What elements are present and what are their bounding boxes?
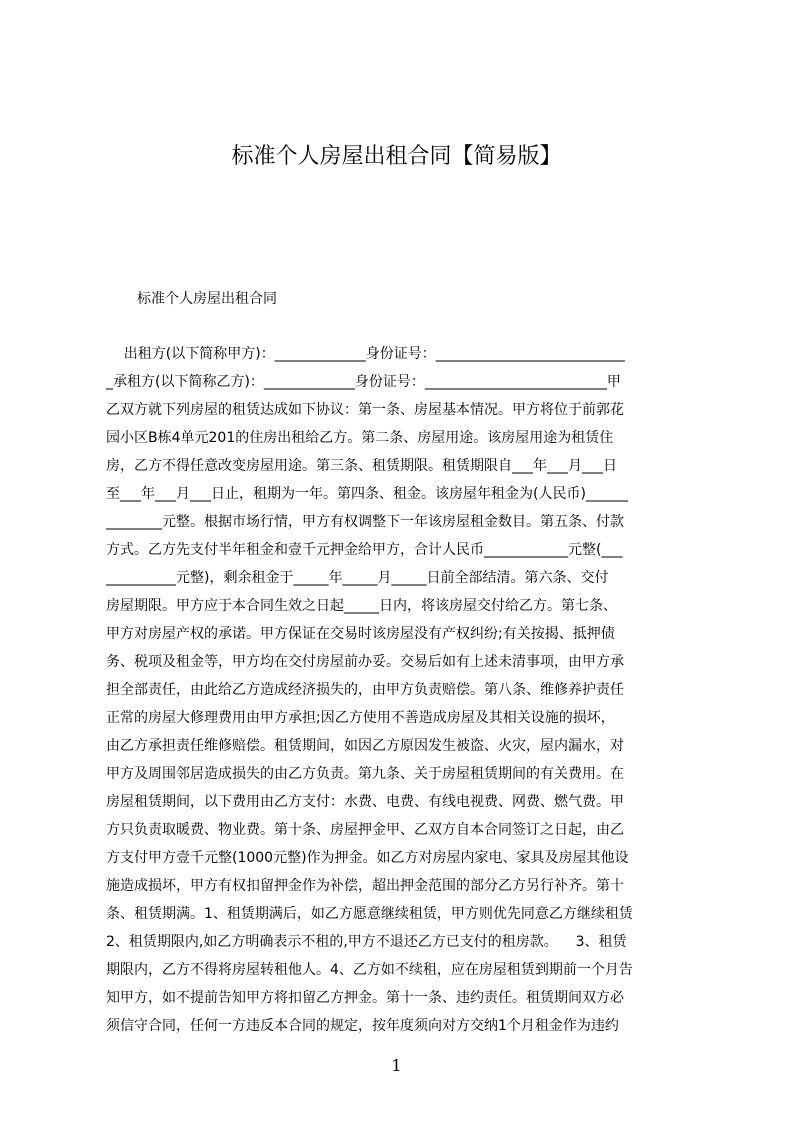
- document-title: 标准个人房屋出租合同【简易版】: [231, 144, 562, 169]
- body-line: __________元整)，剩余租金于_____年_____月_____日前全部结清。第六条、交付: [106, 570, 609, 586]
- body-line: 须信守合同，任何一方违反本合同的规定，按年度须向对方交纳1个月租金作为违约: [106, 1018, 619, 1034]
- body-line: ________元整。根据市场行情，甲方有权调整下一年该房屋租金数目。第五条、付款: [106, 514, 624, 530]
- document-subtitle: 标准个人房屋出租合同: [137, 291, 277, 307]
- body-line: 甲方及周围邻居造成损失的由乙方负责。第九条、关于房屋租赁期间的有关费用。在: [106, 766, 624, 782]
- body-line: 正常的房屋大修理费用由甲方承担;因乙方使用不善造成房屋及其相关设施的损坏，: [106, 710, 615, 726]
- body-line: 方式。乙方先支付半年租金和壹千元押金给甲方，合计人民币____________元整(___: [106, 542, 623, 558]
- body-line: 房，乙方不得任意改变房屋用途。第三条、租赁期限。租赁期限自___年___月___日: [106, 458, 617, 474]
- body-line: 房屋租赁期间，以下费用由乙方支付：水费、电费、有线电视费、网费、燃气费。甲: [106, 794, 624, 810]
- body-line: 期限内，乙方不得将房屋转租他人。4、乙方如不续租，应在房屋租赁到期前一个月告: [106, 962, 633, 978]
- body-line: 施造成损坏，甲方有权扣留押金作为补偿，超出押金范围的部分乙方另行补齐。第十: [106, 878, 624, 894]
- body-line: 房屋期限。甲方应于本合同生效之日起_____日内，将该房屋交付给乙方。第七条、: [106, 598, 617, 614]
- body-line: 担全部责任，由此给乙方造成经济损失的，由甲方负责赔偿。第八条、维修养护责任: [106, 682, 624, 698]
- body-line: 条、租赁期满。1、租赁期满后，如乙方愿意继续租赁，甲方则优先同意乙方继续租赁: [106, 906, 633, 922]
- body-line: 至___年___月___日止，租期为一年。第四条、租金。该房屋年租金为(人民币)______: [106, 486, 628, 502]
- body-line: 方只负责取暖费、物业费。第十条、房屋押金甲、乙双方自本合同签订之日起，由乙: [106, 822, 624, 838]
- body-line: 乙双方就下列房屋的租赁达成如下协议：第一条、房屋基本情况。甲方将位于前郭花: [106, 402, 624, 418]
- body-line: 知甲方，如不提前告知甲方将扣留乙方押金。第十一条、违约责任。租赁期间双方必: [106, 990, 624, 1006]
- body-line: 务、税项及租金等，甲方均在交付房屋前办妥。交易后如有上述未清事项，由甲方承: [106, 654, 624, 670]
- body-line: 出租方(以下简称甲方)：_____________身份证号：___________________________: [106, 346, 625, 362]
- page-number: 1: [391, 1056, 402, 1075]
- body-line: 2、租赁期限内,如乙方明确表示不租的,甲方不退还乙方已支付的租房款。 3、租赁: [106, 934, 627, 950]
- body-line: 方支付甲方壹千元整(1000元整)作为押金。如乙方对房屋内家电、家具及房屋其他设: [106, 850, 629, 866]
- body-line: 园小区B栋4单元201的住房出租给乙方。第二条、房屋用途。该房屋用途为租赁住: [106, 430, 614, 446]
- body-line: 甲方对房屋产权的承诺。甲方保证在交易时该房屋没有产权纠纷;有关按揭、抵押债: [106, 626, 615, 642]
- body-line: 由乙方承担责任维修赔偿。租赁期间，如因乙方原因发生被盗、火灾，屋内漏水，对: [106, 738, 624, 754]
- body-line: _承租方(以下简称乙方)：_____________身份证号：__________________________甲: [106, 374, 621, 390]
